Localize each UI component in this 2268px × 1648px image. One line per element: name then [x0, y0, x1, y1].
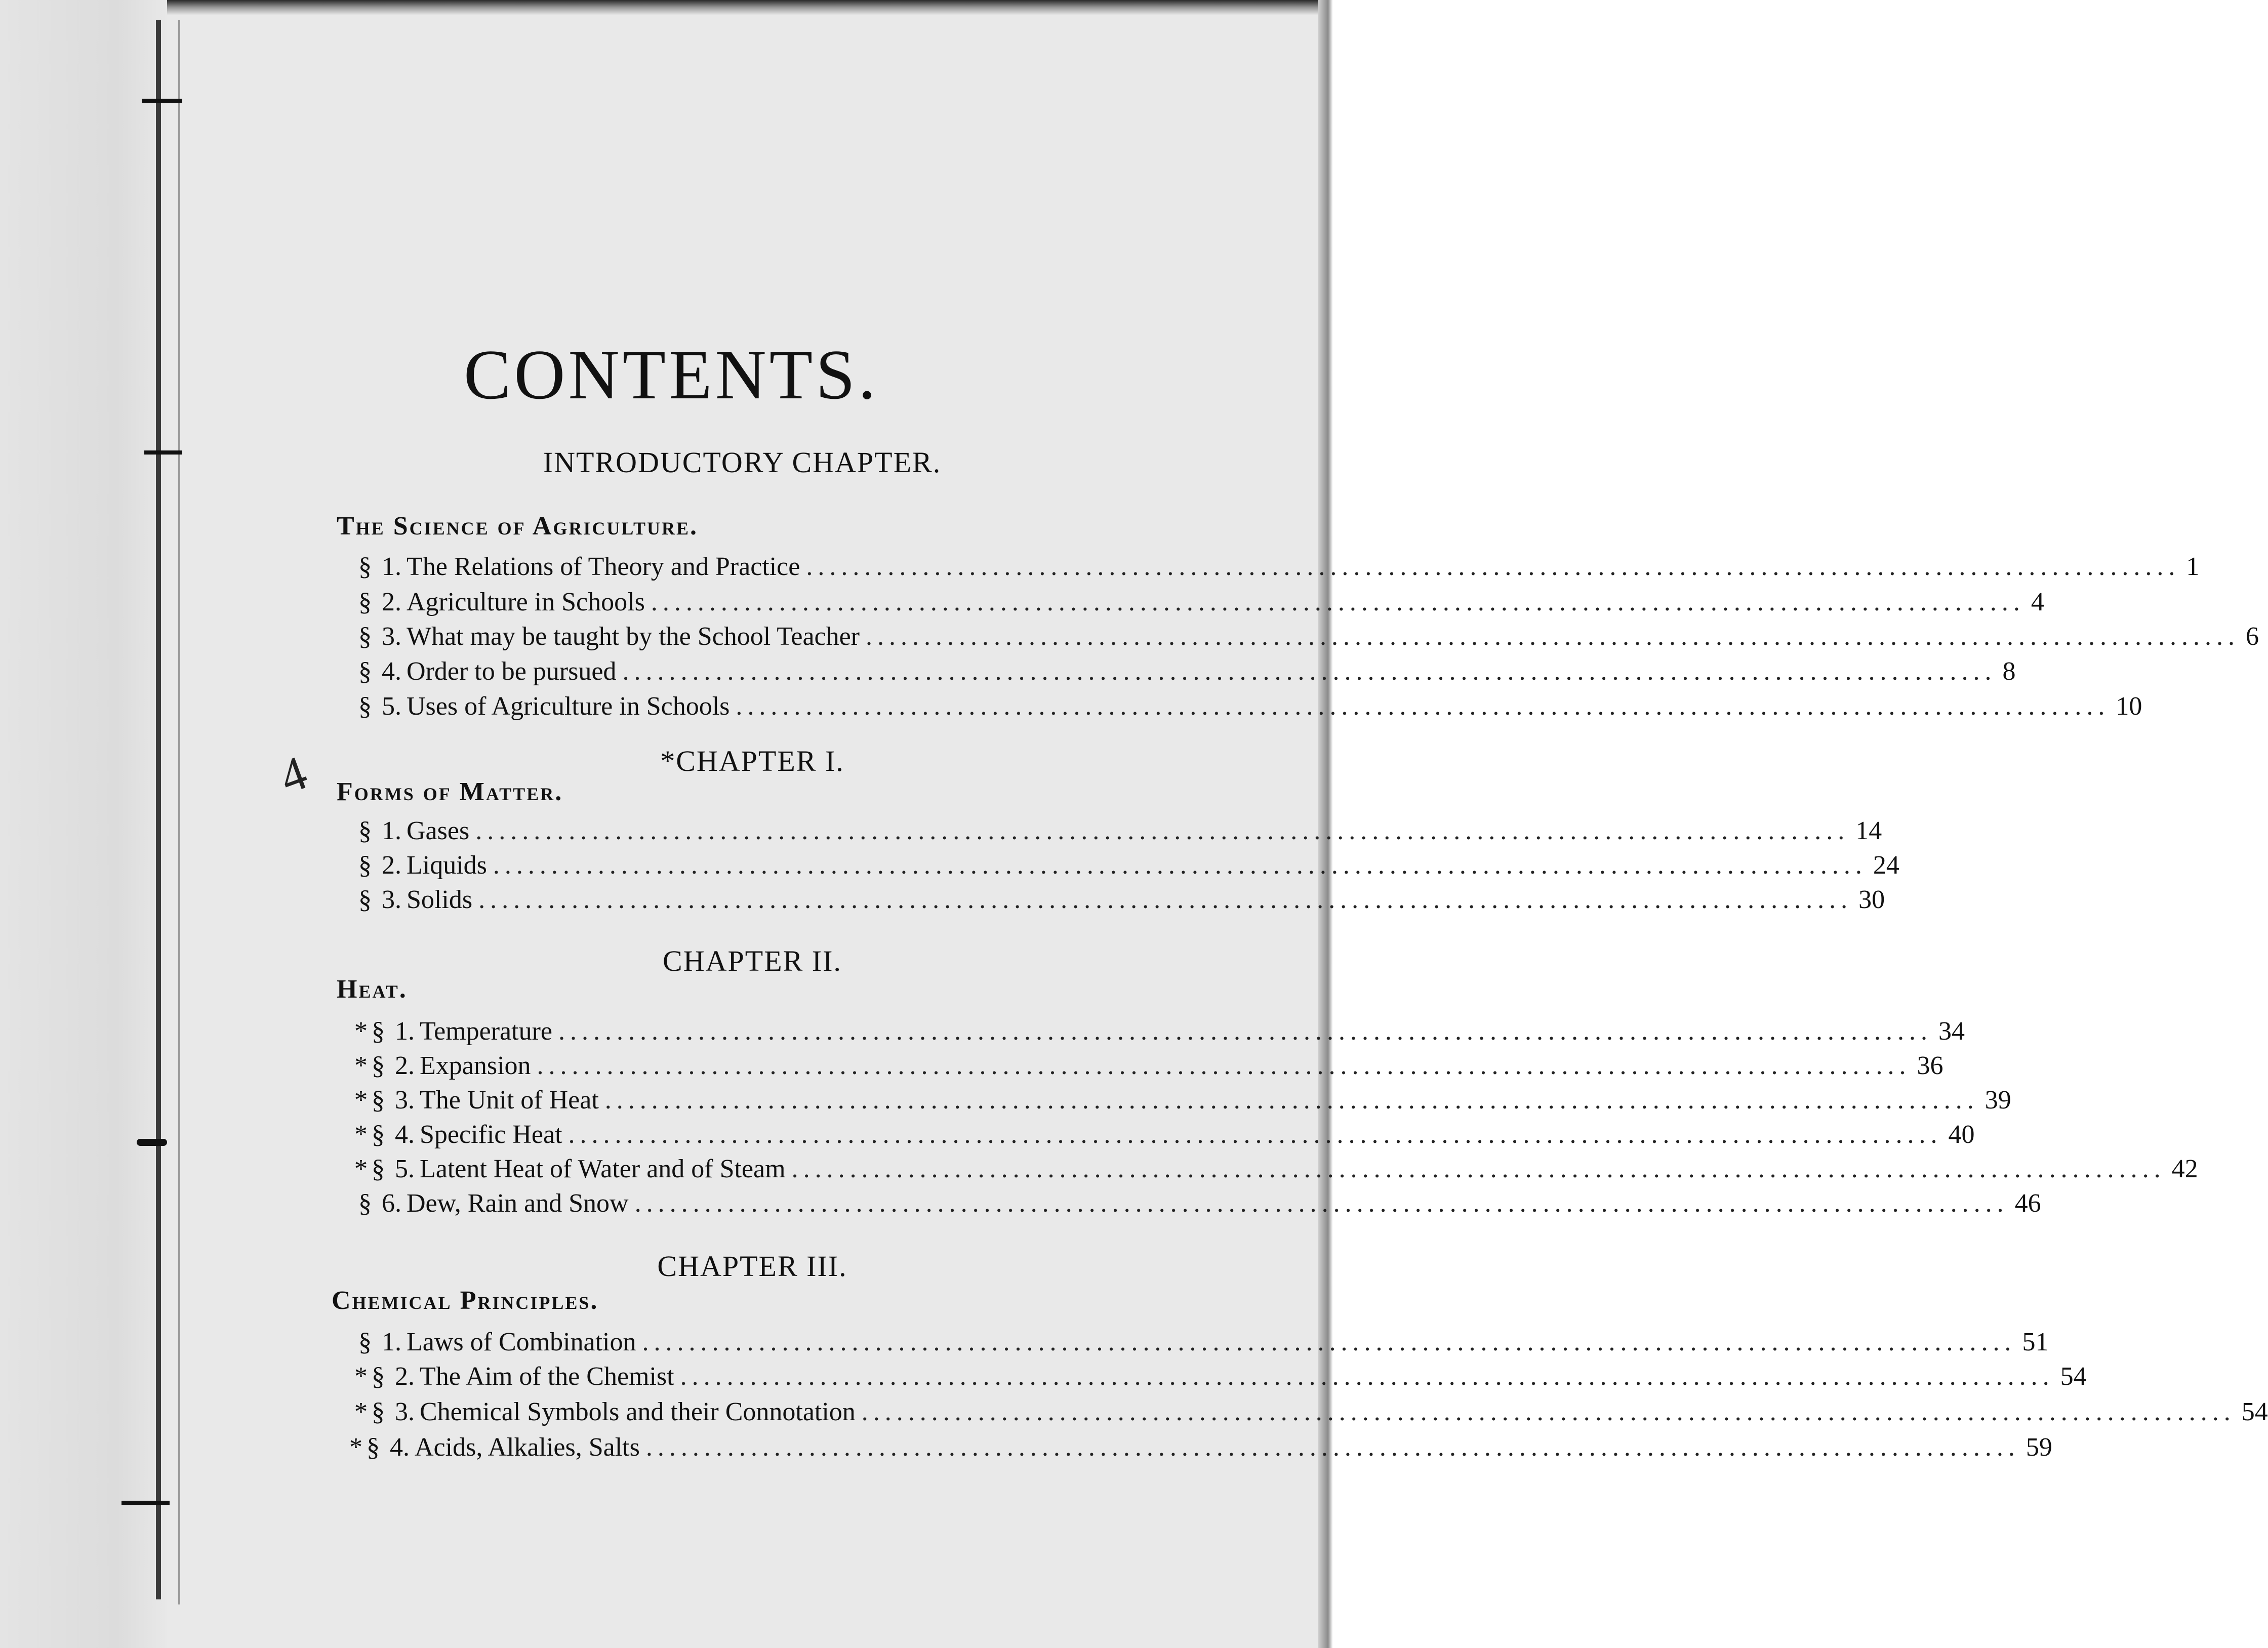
dot-leader: ......................................................................................................................: [680, 1362, 2054, 1391]
toc-entry-title: Liquids: [407, 851, 487, 880]
dot-leader: ......................................................................................................................: [622, 657, 1997, 686]
dot-leader: ......................................................................................................................: [475, 816, 1850, 845]
dot-leader: ......................................................................................................................: [651, 588, 2025, 616]
toc-entry-page: 1: [2186, 552, 2200, 581]
toc-entry-page: 34: [1938, 1017, 1965, 1046]
dot-leader: ......................................................................................................................: [642, 1328, 2016, 1356]
toc-entry-page: 51: [2022, 1328, 2049, 1356]
toc-entry[interactable]: * § 3. The Unit of Heat ...................................................................................................................... 39: [354, 1086, 2011, 1115]
toc-entry-title: Temperature: [420, 1017, 552, 1046]
toc-entry[interactable]: § 2. Agriculture in Schools ...................................................................................................................... 4: [358, 588, 2044, 616]
page-top-edge: [167, 0, 1331, 15]
chapter-subject: Forms of Matter.: [337, 777, 563, 806]
toc-entry-page: 39: [1984, 1086, 2011, 1115]
dot-leader: ......................................................................................................................: [568, 1120, 1942, 1149]
toc-entry-title: The Aim of the Chemist: [420, 1362, 674, 1391]
toc-entry-title: What may be taught by the School Teacher: [407, 622, 860, 651]
binding-stitch: [122, 1501, 170, 1505]
toc-entry[interactable]: * § 2. The Aim of the Chemist ...................................................................................................................... 54: [354, 1362, 2087, 1391]
chapter-heading: *CHAPTER I.: [660, 745, 844, 777]
chapter-heading: INTRODUCTORY CHAPTER.: [543, 446, 942, 479]
toc-entry-title: Latent Heat of Water and of Steam: [420, 1155, 786, 1183]
toc-entry-title: Solids: [407, 885, 473, 914]
dot-leader: ......................................................................................................................: [634, 1189, 2009, 1218]
dot-leader: ......................................................................................................................: [806, 552, 2180, 581]
toc-entry[interactable]: § 6. Dew, Rain and Snow ...................................................................................................................... 46: [358, 1189, 2041, 1218]
toc-entry-page: 6: [2246, 622, 2259, 651]
toc-entry-title: Gases: [407, 816, 470, 845]
dot-leader: ......................................................................................................................: [645, 1433, 2020, 1462]
page-title: CONTENTS.: [463, 336, 879, 414]
toc-entry[interactable]: * § 4. Acids, Alkalies, Salts ...................................................................................................................... 59: [349, 1433, 2052, 1462]
toc-entry-title: Chemical Symbols and their Connotation: [420, 1397, 856, 1426]
toc-entry[interactable]: § 5. Uses of Agriculture in Schools ...................................................................................................................... 10: [358, 692, 2142, 721]
toc-entry[interactable]: § 3. What may be taught by the School Teacher ...................................................................................................................... 6: [358, 622, 2259, 651]
toc-entry[interactable]: * § 5. Latent Heat of Water and of Steam ...................................................................................................................... 42: [354, 1155, 2198, 1183]
toc-entry-title: Specific Heat: [420, 1120, 562, 1149]
binding-stitch: [142, 99, 182, 103]
toc-entry-page: 40: [1948, 1120, 1975, 1149]
dot-leader: ......................................................................................................................: [791, 1155, 2166, 1183]
dot-leader: ......................................................................................................................: [604, 1086, 1979, 1115]
toc-entry-page: 10: [2116, 692, 2142, 721]
chapter-subject: The Science of Agriculture.: [337, 512, 699, 541]
toc-entry[interactable]: § 1. The Relations of Theory and Practice ...................................................................................................................... 1: [358, 552, 2200, 581]
toc-entry-title: Laws of Combination: [407, 1328, 636, 1356]
toc-entry-page: 54: [2060, 1362, 2087, 1391]
toc-entry[interactable]: § 1. Gases ...................................................................................................................... 14: [358, 816, 1882, 845]
toc-entry-title: Order to be pursued: [407, 657, 617, 686]
toc-entry[interactable]: * § 4. Specific Heat ...................................................................................................................... 40: [354, 1120, 1975, 1149]
toc-entry-title: The Relations of Theory and Practice: [407, 552, 800, 581]
binding-edge: [178, 20, 180, 1604]
toc-entry[interactable]: * § 3. Chemical Symbols and their Connotation ...................................................................................................................... 54: [354, 1397, 2268, 1426]
spine-shadow: [0, 0, 167, 1648]
toc-entry[interactable]: § 1. Laws of Combination ...................................................................................................................... 51: [358, 1328, 2049, 1356]
toc-entry-page: 42: [2171, 1155, 2198, 1183]
margin-pencil-mark: 4: [272, 745, 314, 804]
toc-entry[interactable]: * § 1. Temperature ...................................................................................................................... 34: [354, 1017, 1965, 1046]
dot-leader: ......................................................................................................................: [736, 692, 2110, 721]
toc-entry[interactable]: § 3. Solids ...................................................................................................................... 30: [358, 885, 1885, 914]
binding-spine: [156, 20, 161, 1599]
dot-leader: ......................................................................................................................: [558, 1017, 1932, 1046]
toc-entry-page: 59: [2026, 1433, 2052, 1462]
toc-entry-page: 36: [1917, 1051, 1943, 1080]
toc-entry-page: 30: [1858, 885, 1885, 914]
toc-entry-title: Agriculture in Schools: [407, 588, 645, 616]
toc-entry-page: 24: [1873, 851, 1899, 880]
chapter-subject: Heat.: [337, 975, 408, 1004]
dot-leader: ......................................................................................................................: [493, 851, 1867, 880]
toc-entry[interactable]: § 2. Liquids ...................................................................................................................... 24: [358, 851, 1899, 880]
chapter-heading: CHAPTER III.: [657, 1250, 847, 1283]
dot-leader: ......................................................................................................................: [866, 622, 2240, 651]
toc-entry-page: 14: [1855, 816, 1882, 845]
toc-entry-title: The Unit of Heat: [420, 1086, 599, 1115]
toc-entry-page: 8: [2002, 657, 2016, 686]
chapter-subject: Chemical Principles.: [332, 1286, 599, 1315]
toc-entry[interactable]: * § 2. Expansion ...................................................................................................................... 36: [354, 1051, 1943, 1080]
toc-entry-title: Acids, Alkalies, Salts: [415, 1433, 640, 1462]
toc-entry[interactable]: § 4. Order to be pursued ...................................................................................................................... 8: [358, 657, 2016, 686]
toc-entry-page: 54: [2241, 1397, 2268, 1426]
binding-stitch: [137, 1139, 167, 1146]
toc-entry-title: Expansion: [420, 1051, 531, 1080]
toc-entry-page: 46: [2014, 1189, 2041, 1218]
toc-entry-title: Dew, Rain and Snow: [407, 1189, 629, 1218]
toc-entry-page: 4: [2031, 588, 2044, 616]
chapter-heading: CHAPTER II.: [663, 944, 842, 977]
dot-leader: ......................................................................................................................: [537, 1051, 1911, 1080]
toc-entry-title: Uses of Agriculture in Schools: [407, 692, 730, 721]
dot-leader: ......................................................................................................................: [478, 885, 1853, 914]
dot-leader: ......................................................................................................................: [861, 1397, 2236, 1426]
